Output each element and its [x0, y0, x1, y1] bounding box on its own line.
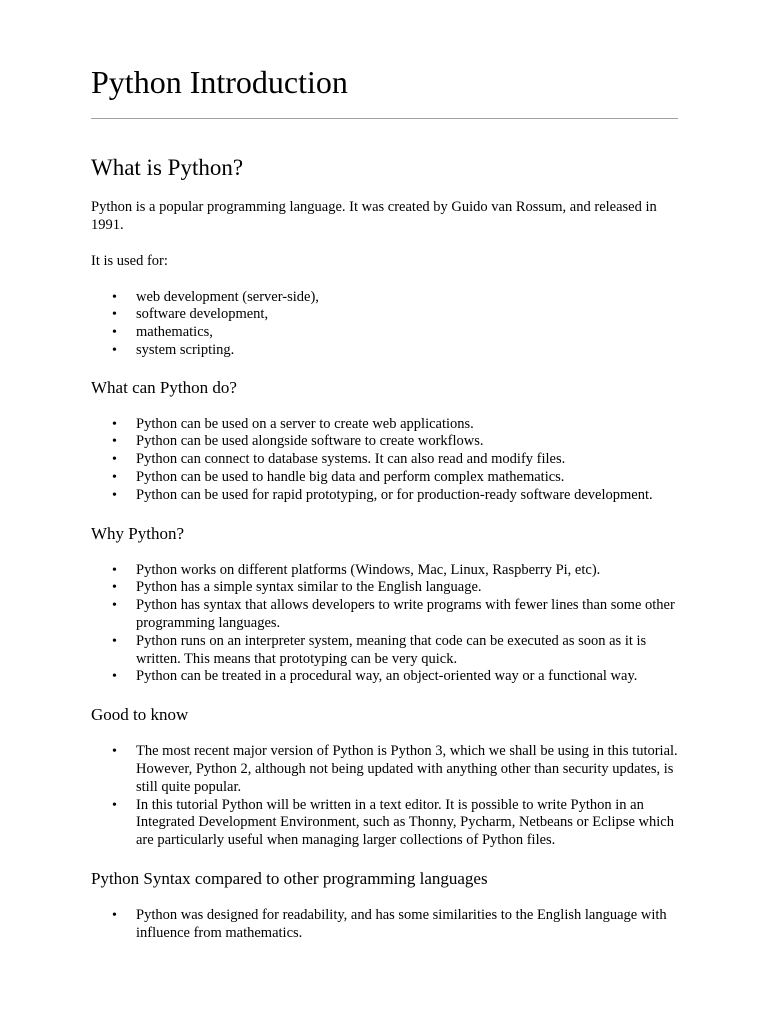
- bullet-icon: •: [112, 325, 117, 341]
- list-item: • Python can be used on a server to create web applications.: [112, 415, 474, 432]
- list-item: • Python works on different platforms (Windows, Mac, Linux, Raspberry Pi, etc).: [112, 561, 601, 578]
- list-item: • Python runs on an interpreter system, meaning that code can be executed as soon as it is written. This means that prototyping can be very quick.: [112, 632, 647, 667]
- used-for-label: It is used for:: [91, 253, 168, 269]
- list-item: • Python has syntax that allows developers to write programs with fewer lines than some other programming languages.: [112, 597, 675, 632]
- list-item: • system scripting.: [112, 341, 235, 358]
- bullet-icon: •: [112, 669, 117, 685]
- list-item: • Python was designed for readability, and has some similarities to the English language with influence from mathematics.: [112, 907, 667, 941]
- what-can-list: [91, 416, 678, 505]
- list-item: • In this tutorial Python will be written in a text editor. It is possible to write Python in an Integrated Development Environment, such as Thonny, Pycharm, Netbeans or Eclipse which are particularly useful when managing larger collections of Python files.: [112, 796, 674, 849]
- list-item: • Python can be used to handle big data and perform complex mathematics.: [112, 469, 565, 486]
- list-item: • Python can be used alongside software to create workflows.: [112, 433, 484, 450]
- bullet-icon: •: [112, 797, 117, 813]
- title-divider: [91, 118, 678, 119]
- heading-what-is-python: What is Python?: [91, 155, 244, 180]
- heading-python-syntax: Python Syntax compared to other programming languages: [91, 869, 488, 889]
- heading-what-can-python-do: What can Python do?: [91, 377, 237, 397]
- list-item: • Python can be treated in a procedural way, an object-oriented way or a functional way.: [112, 668, 638, 685]
- heading-good-to-know: Good to know: [91, 705, 189, 725]
- list-item: • software development,: [112, 306, 269, 323]
- page-title: Python Introduction: [91, 64, 348, 100]
- bullet-icon: •: [112, 487, 117, 503]
- bullet-icon: •: [112, 633, 117, 649]
- bullet-icon: •: [112, 452, 117, 468]
- bullet-icon: •: [112, 744, 117, 760]
- bullet-icon: •: [112, 470, 117, 486]
- heading-why-python: Why Python?: [91, 523, 185, 543]
- bullet-icon: •: [112, 416, 117, 432]
- list-item: • Python can be used for rapid prototyping, or for production-ready software development.: [112, 486, 653, 503]
- bullet-icon: •: [112, 342, 117, 358]
- list-item: • Python has a simple syntax similar to the English language.: [112, 579, 482, 596]
- uses-list: [91, 289, 678, 360]
- bullet-icon: •: [112, 562, 117, 578]
- bullet-icon: •: [112, 434, 117, 450]
- bullet-icon: •: [112, 580, 117, 596]
- bullet-icon: •: [112, 598, 117, 614]
- syntax-list: [91, 907, 678, 943]
- why-list: [91, 562, 678, 687]
- bullet-icon: •: [112, 307, 117, 323]
- list-item: • web development (server-side),: [112, 288, 319, 305]
- bullet-icon: •: [112, 289, 117, 305]
- list-item: • mathematics,: [112, 324, 213, 341]
- good-to-know-list: [91, 743, 678, 850]
- intro-paragraph: Python is a popular programming language. It was created by Guido van Rossum, and released in 1991.: [91, 199, 657, 233]
- list-item: • Python can connect to database systems. It can also read and modify files.: [112, 451, 566, 468]
- list-item: • The most recent major version of Python is Python 3, which we shall be using in this tutorial. However, Python 2, although not being updated with anything other than security updates, is still quite popular.: [112, 743, 678, 795]
- bullet-icon: •: [112, 908, 117, 924]
